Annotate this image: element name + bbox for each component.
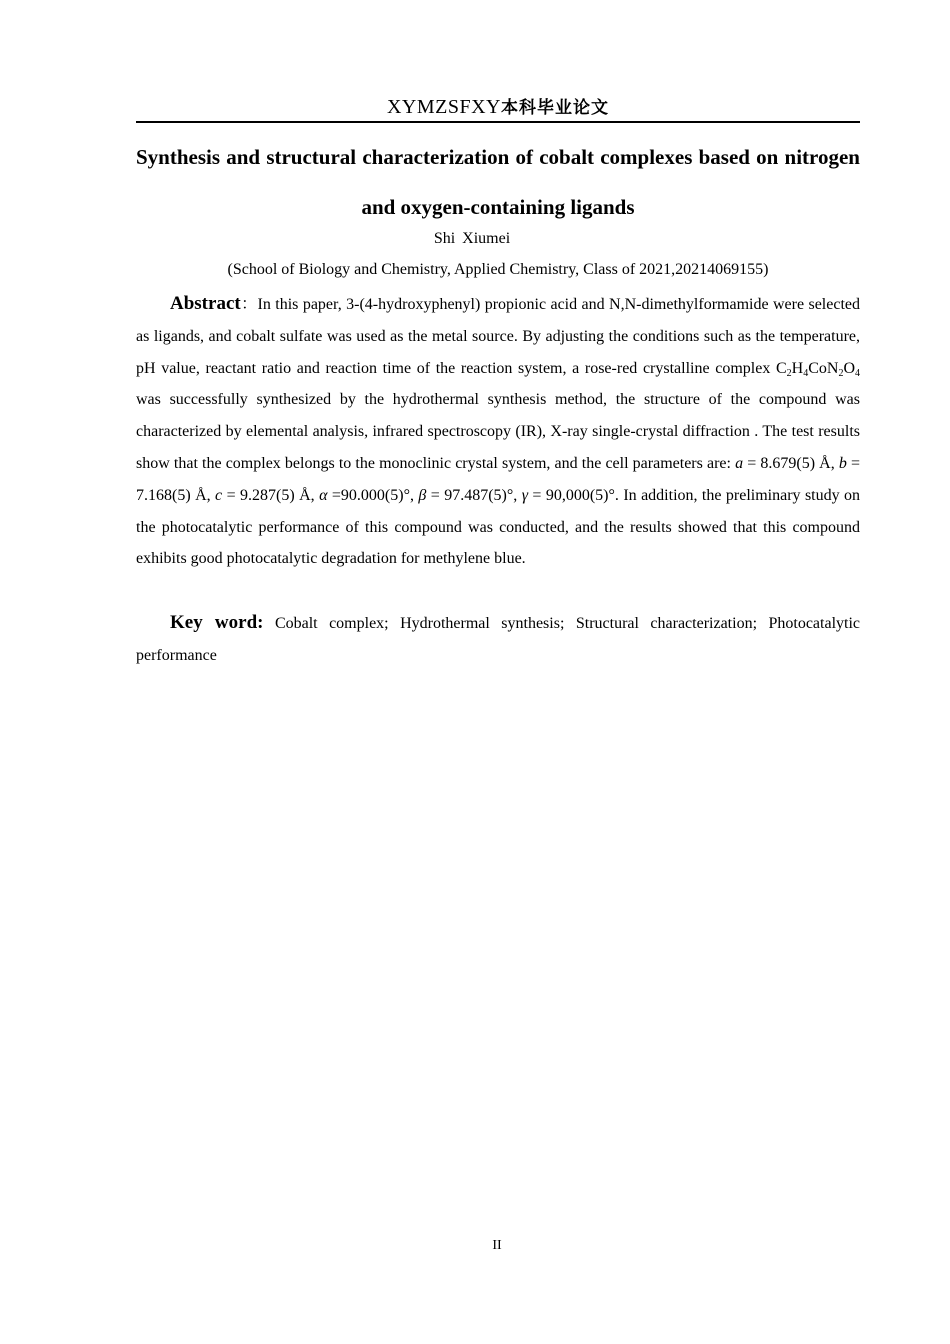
author-affiliation: (School of Biology and Chemistry, Applied Chemistry, Class of 2021,20214069155)	[227, 261, 769, 278]
page-number: II	[492, 1238, 502, 1253]
param-gamma-value: = 90,000(5)°	[528, 486, 615, 504]
formula-o-count: 4	[855, 367, 860, 379]
param-beta-symbol: β	[418, 486, 427, 504]
param-gamma-symbol: γ	[521, 486, 528, 504]
abstract-label-separator: ：	[240, 296, 258, 313]
abstract-label: Abstract	[170, 293, 241, 314]
keywords-label: Key word:	[170, 612, 264, 633]
param-b-value: = 7.168(5) Å,	[136, 454, 860, 504]
header-school-code: XYMZSFXY	[386, 96, 502, 118]
formula-c-count: 2	[786, 367, 792, 379]
param-c-symbol: c	[215, 486, 223, 504]
param-beta-value: = 97.487(5)°,	[426, 486, 522, 504]
header-rule	[136, 121, 860, 123]
formula-con: CoN	[808, 359, 839, 377]
keywords-paragraph	[136, 607, 860, 672]
formula-o: O	[843, 359, 855, 377]
param-b-symbol: b	[838, 454, 847, 472]
abstract-paragraph	[136, 288, 860, 575]
formula-h: H	[791, 359, 804, 377]
paper-title: Synthesis and structural characterization of cobalt complexes based on nitrogen and oxygen-containing ligands	[136, 145, 860, 219]
abstract-text-part1: In this paper, 3-(4-hydroxyphenyl) propionic acid and N,N-dimethylformamide were selected as ligands, and cobalt sulfate was used as the metal source. By adjusting the conditions such as the temperature, pH value, reactant ratio and reaction time of the reaction system, a rose-red crystalline complex	[136, 296, 860, 377]
chemical-formula	[776, 360, 860, 377]
keywords-text: Cobalt complex; Hydrothermal synthesis; Structural characterization; Photocatalytic performance	[136, 615, 860, 664]
abstract-text-part3: . In addition, the preliminary study on the photocatalytic performance of this compound was conducted, and the results showed that this compound exhibits good photocatalytic degradation for methylene blue.	[136, 486, 861, 568]
formula-n-count: 2	[838, 367, 844, 379]
author-name: Shi Xiumei	[433, 230, 511, 247]
running-header	[136, 92, 860, 122]
param-alpha-symbol: α	[319, 486, 328, 504]
param-a-value: = 8.679(5) Å,	[743, 454, 839, 472]
param-c-value: = 9.287(5) Å,	[222, 486, 320, 504]
abstract-text-part2: was successfully synthesized by the hydrothermal synthesis method, the structure of the compound was characterized by elemental analysis, infrared spectroscopy (IR), X-ray single-crystal diffraction . The test results show that the complex belongs to the monoclinic crystal system, and the cell parameters are:	[136, 391, 860, 472]
param-a-symbol: a	[735, 454, 744, 472]
formula-c: C	[775, 359, 787, 377]
formula-h-count: 4	[803, 367, 809, 379]
header-thesis-label: 本科毕业论文	[501, 98, 610, 118]
param-alpha-value: =90.000(5)°,	[327, 486, 419, 504]
